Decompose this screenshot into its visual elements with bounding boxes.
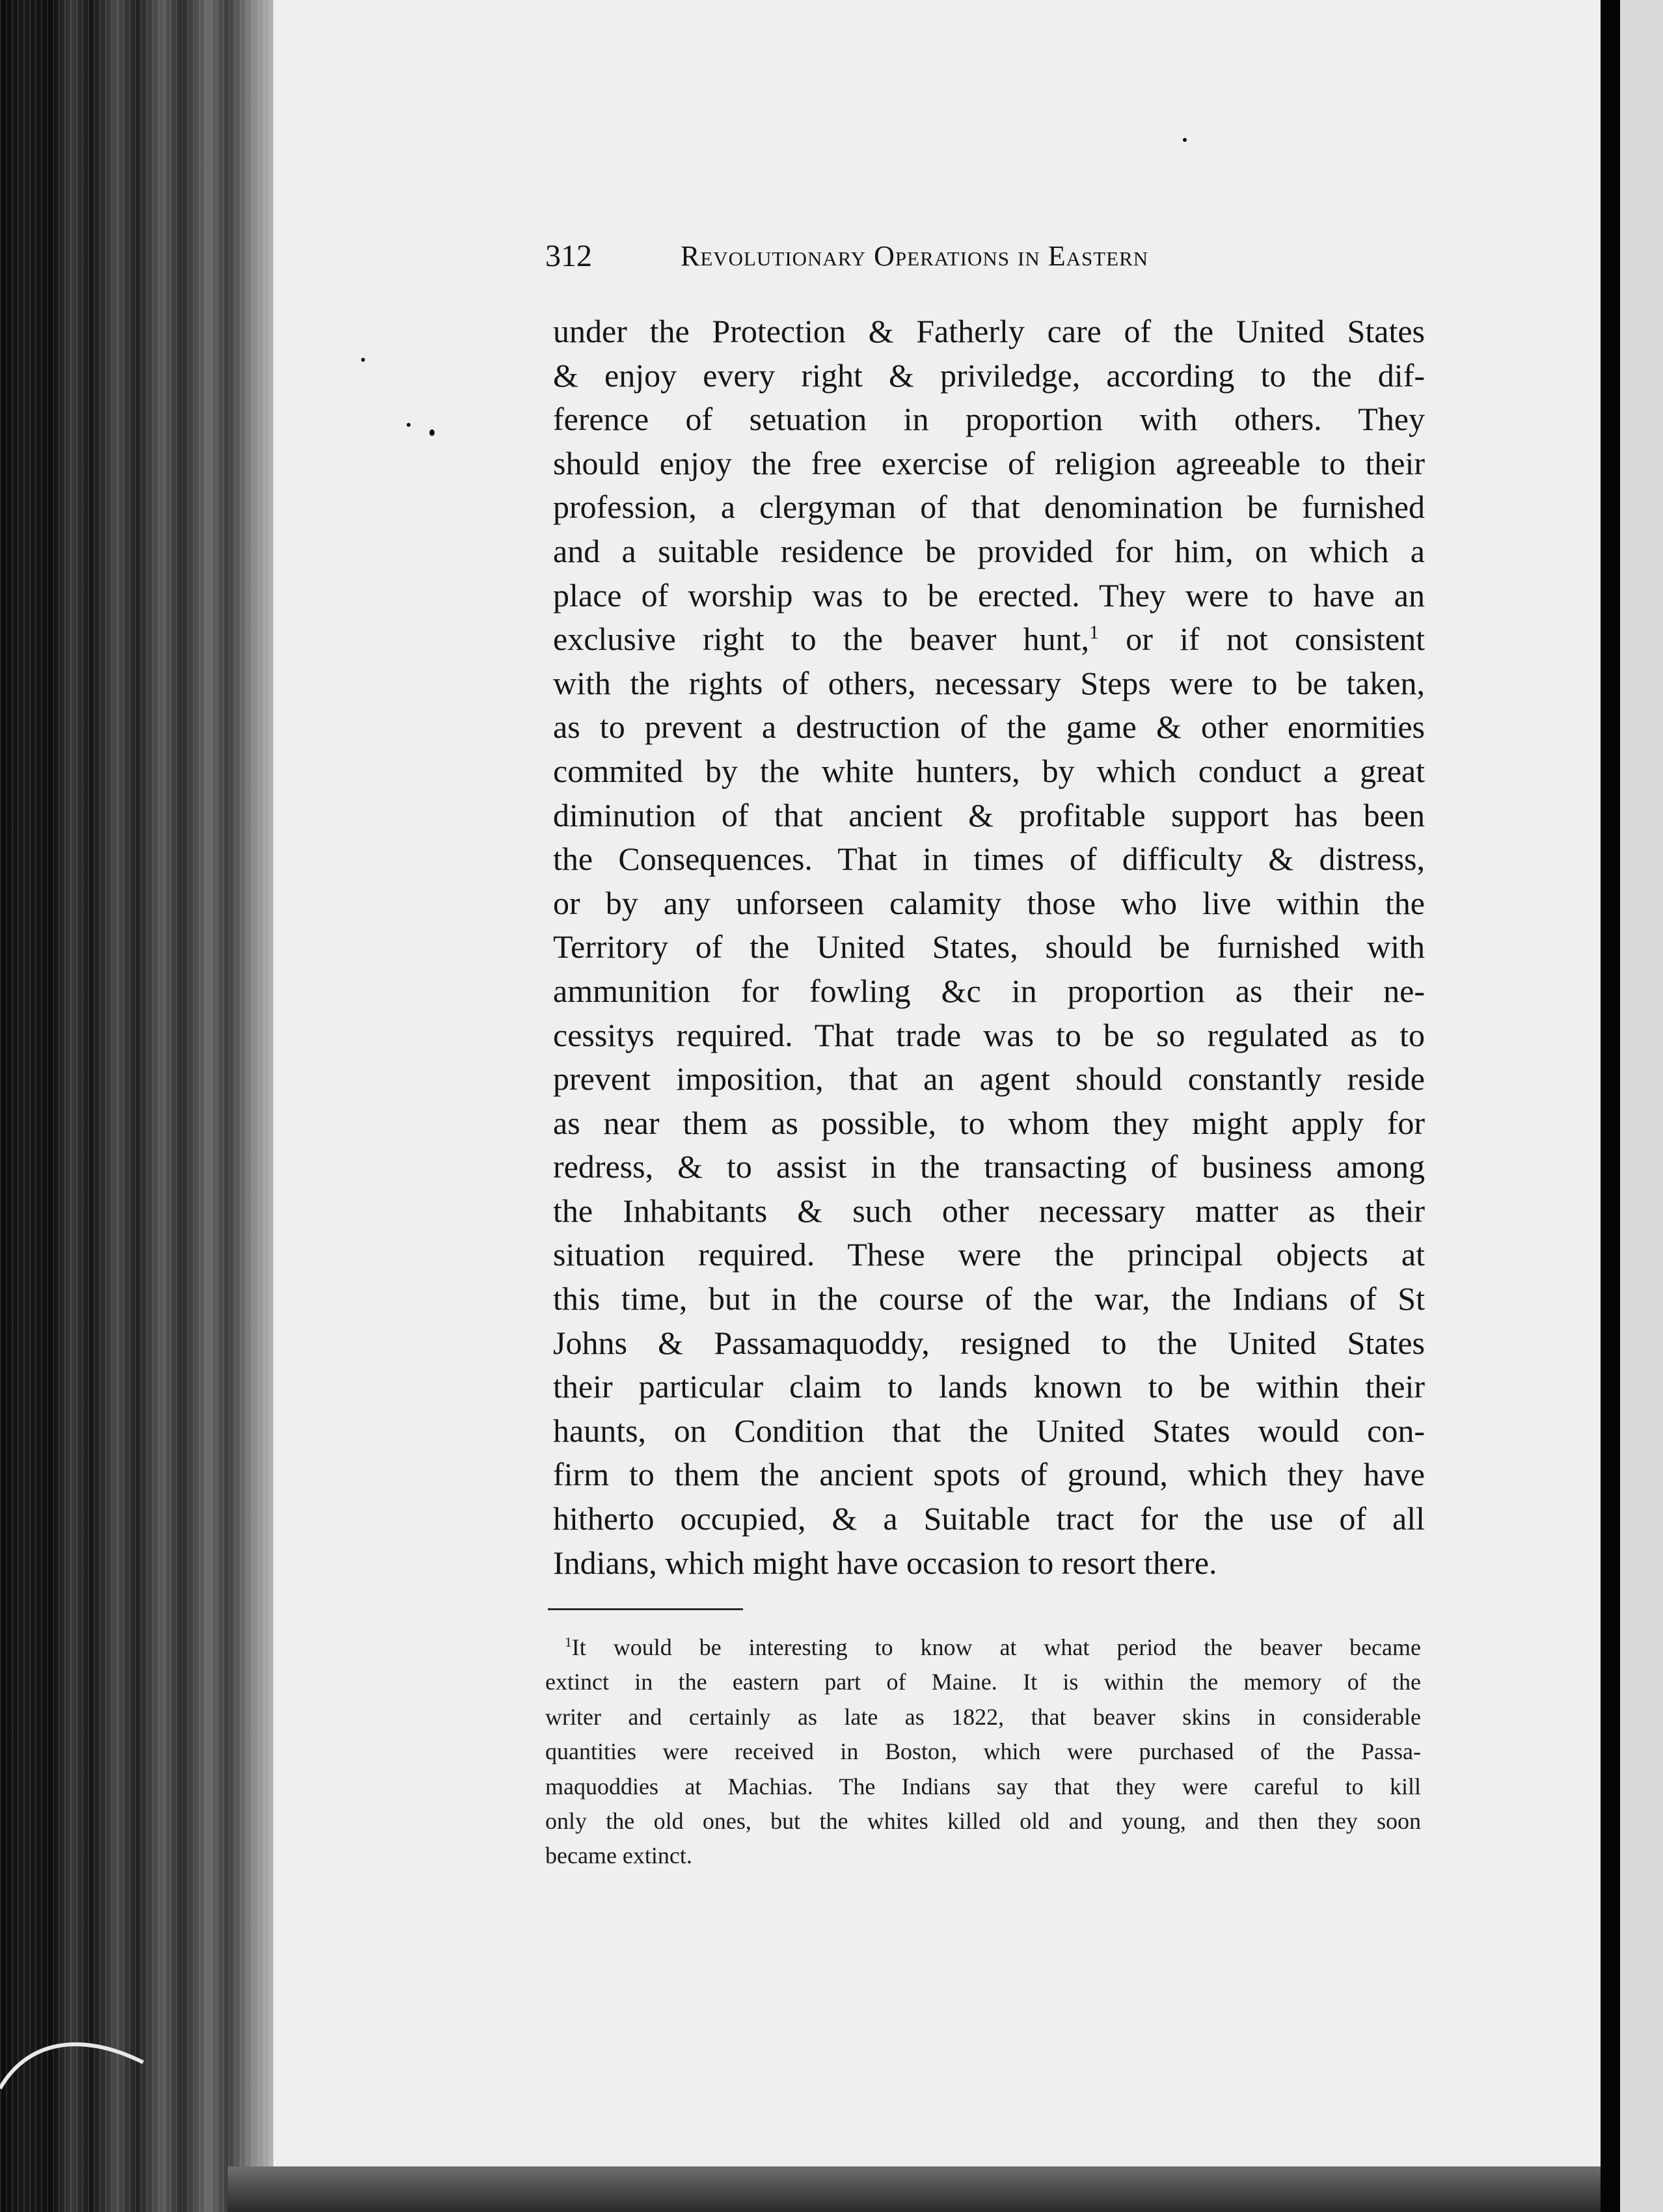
footnote-marker: 1 bbox=[565, 1634, 572, 1650]
footnote-line: became extinct. bbox=[545, 1842, 692, 1869]
scan-speck bbox=[361, 358, 365, 362]
text-line: diminution of that ancient & profitable support has been bbox=[553, 796, 1425, 833]
footnote-line: quantities were received in Boston, which were purchased of the Passa- bbox=[545, 1738, 1421, 1765]
text-line: Territory of the United States, should be furnished with bbox=[553, 928, 1425, 965]
footnote-line-text: It would be interesting to know at what period the beaver became bbox=[571, 1634, 1421, 1660]
text-line: situation required. These were the principal objects at bbox=[553, 1236, 1425, 1273]
text-line-end: or if not consistent bbox=[1099, 621, 1425, 658]
footnote bbox=[545, 1630, 1421, 1874]
text-line: hitherto occupied, & a Suitable tract for the use of all bbox=[553, 1500, 1425, 1537]
footnote-line: extinct in the eastern part of Maine. It is within the memory of the bbox=[545, 1669, 1421, 1695]
page-edge-lines bbox=[0, 0, 273, 2212]
scan-speck bbox=[1183, 138, 1187, 142]
text-line: under the Protection & Fatherly care of the United States bbox=[553, 313, 1425, 349]
gutter-shadow bbox=[1601, 0, 1620, 2212]
footnote-line: only the old ones, but the whites killed old and young, and then they soon bbox=[545, 1807, 1421, 1834]
text-line: should enjoy the free exercise of religion agreeable to their bbox=[553, 444, 1425, 481]
text-line: redress, & to assist in the transacting of business among bbox=[553, 1148, 1425, 1185]
running-title: Revolutionary Operations in Eastern bbox=[681, 240, 1149, 272]
text-line: haunts, on Condition that the United States would con- bbox=[553, 1412, 1425, 1449]
page-bottom-shadow bbox=[228, 2166, 1601, 2212]
text-line: and a suitable residence be provided for him, on which a bbox=[553, 532, 1425, 569]
text-line: as to prevent a destruction of the game & other enormities bbox=[553, 708, 1425, 746]
text-line: ference of setuation in proportion with others. They bbox=[553, 401, 1425, 438]
running-header bbox=[545, 233, 1306, 280]
scan-speck bbox=[407, 423, 411, 427]
text-line: with the rights of others, necessary Steps were to be taken, bbox=[553, 664, 1425, 701]
text-line: as near them as possible, to whom they might apply for bbox=[553, 1104, 1425, 1141]
text-line: place of worship was to be erected. They were to have an bbox=[553, 576, 1425, 614]
text-line: profession, a clergyman of that denomination be furnished bbox=[553, 489, 1425, 526]
text-line: cessitys required. That trade was to be so regulated as to bbox=[553, 1016, 1425, 1053]
body-text bbox=[553, 310, 1425, 1585]
text-line: firm to them the ancient spots of ground, which they have bbox=[553, 1456, 1425, 1493]
facing-page-edge bbox=[1620, 0, 1663, 2212]
footnote-line: maquoddies at Machias. The Indians say that they were careful to kill bbox=[545, 1773, 1421, 1800]
text-line: Johns & Passamaquoddy, resigned to the United States bbox=[553, 1324, 1425, 1361]
text-line: & enjoy every right & priviledge, according to the dif- bbox=[553, 357, 1425, 394]
text-line: Indians, which might have occasion to resort there. bbox=[553, 1544, 1217, 1581]
text-line: commited by the white hunters, by which conduct a great bbox=[553, 752, 1425, 789]
text-line: ammunition for fowling &c in proportion as their ne- bbox=[553, 972, 1425, 1009]
text-line: this time, but in the course of the war, the Indians of St bbox=[553, 1280, 1425, 1317]
scan-speck bbox=[429, 429, 435, 436]
text-line: their particular claim to lands known to be within their bbox=[553, 1368, 1425, 1405]
page-edge-curve bbox=[0, 2004, 156, 2173]
footnote-rule bbox=[548, 1608, 743, 1610]
text-line: the Consequences. That in times of difficulty & distress, bbox=[553, 841, 1425, 878]
footnote-line: writer and certainly as late as 1822, that beaver skins in considerable bbox=[545, 1703, 1421, 1730]
text-line: prevent imposition, that an agent should constantly reside bbox=[553, 1060, 1425, 1098]
footnote-reference: 1 bbox=[1089, 621, 1100, 643]
page-number: 312 bbox=[545, 239, 592, 273]
footnote-line bbox=[545, 1630, 1421, 1665]
text-line-start: exclusive right to the beaver hunt, bbox=[553, 621, 1090, 658]
text-line: the Inhabitants & such other necessary matter as their bbox=[553, 1192, 1425, 1229]
text-line: or by any unforseen calamity those who live within the bbox=[553, 884, 1425, 921]
text-line-with-footnote-ref bbox=[553, 617, 1425, 662]
